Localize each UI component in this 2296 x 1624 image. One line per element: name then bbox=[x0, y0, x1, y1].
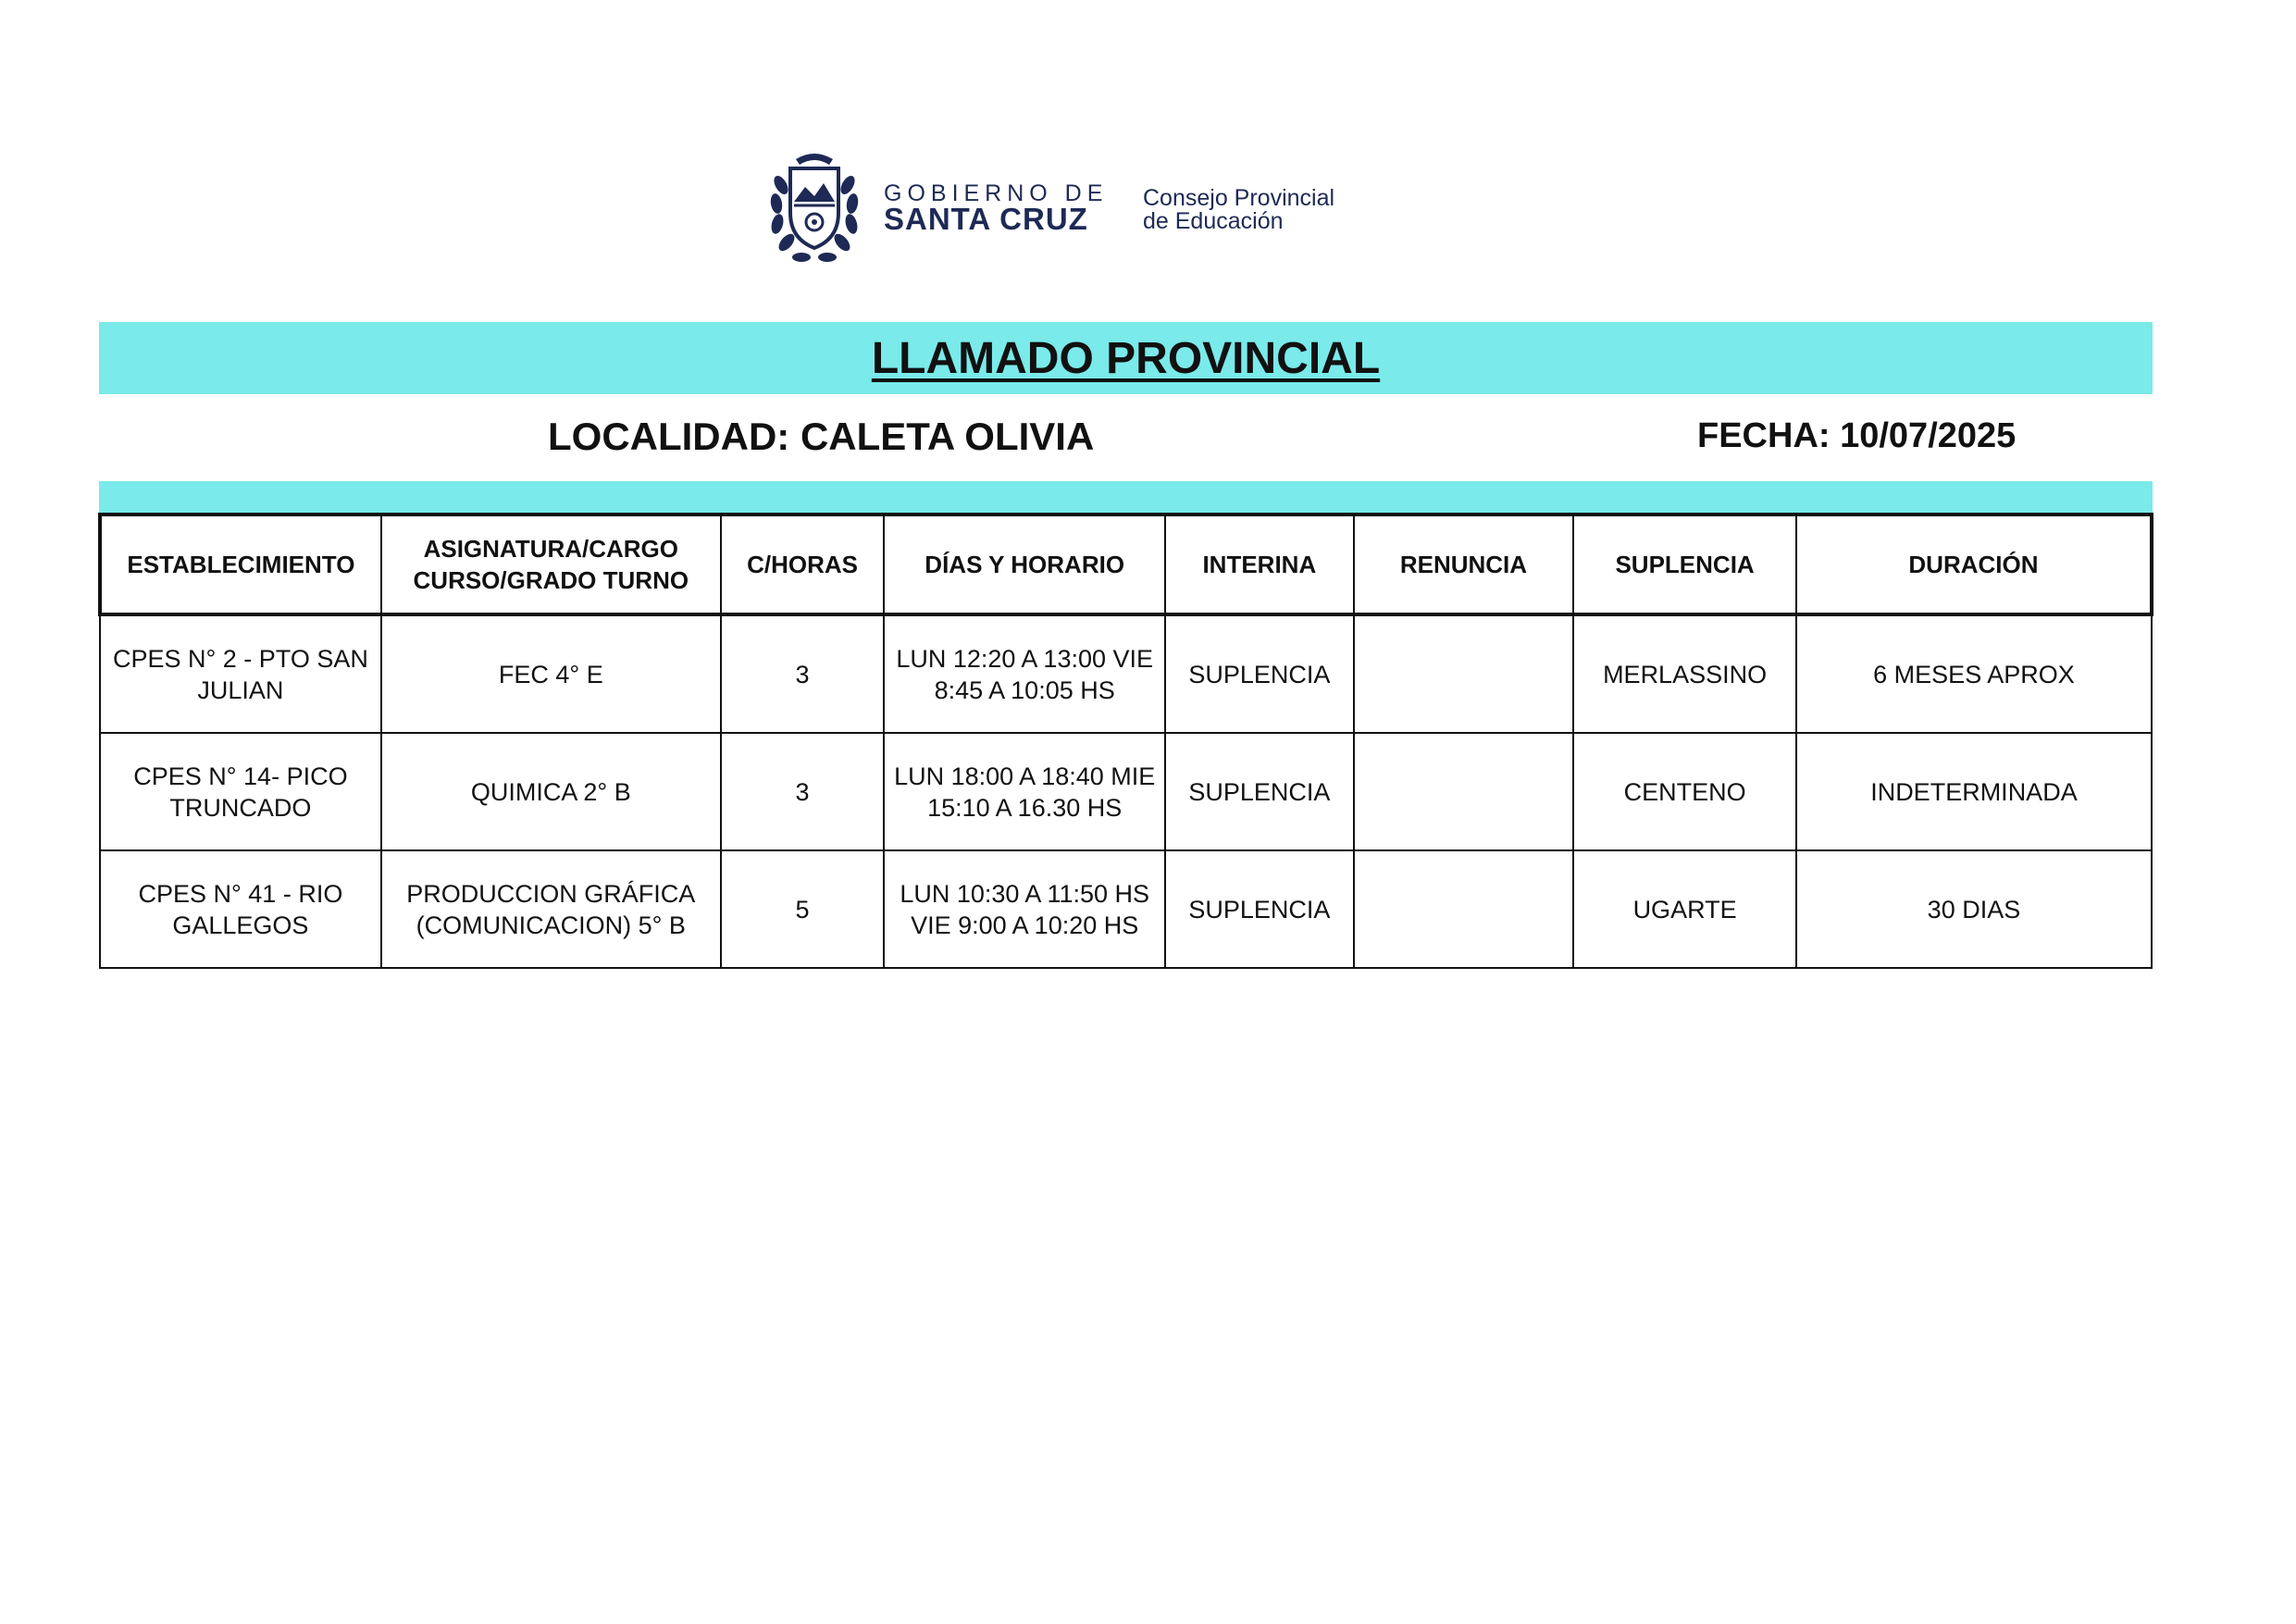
cell-interina: SUPLENCIA bbox=[1165, 850, 1354, 968]
column-header-asignatura: ASIGNATURA/CARGO CURSO/GRADO TURNO bbox=[381, 514, 721, 614]
table-header-row bbox=[100, 514, 2152, 614]
cell-asignatura: PRODUCCION GRÁFICA (COMUNICACION) 5° B bbox=[381, 850, 721, 968]
column-header-horas: C/HORAS bbox=[721, 514, 884, 614]
column-header-renuncia: RENUNCIA bbox=[1354, 514, 1574, 614]
date-label: FECHA: 10/07/2025 bbox=[1697, 416, 2017, 455]
page-title: LLAMADO PROVINCIAL bbox=[871, 333, 1381, 383]
cell-establecimiento: CPES N° 2 - PTO SAN JULIAN bbox=[100, 614, 381, 733]
council-name-line2: de Educación bbox=[1143, 208, 1284, 234]
cell-establecimiento: CPES N° 14- PICO TRUNCADO bbox=[100, 733, 381, 850]
locality-label: LOCALIDAD: CALETA OLIVIA bbox=[548, 415, 1095, 458]
cell-interina: SUPLENCIA bbox=[1165, 733, 1354, 850]
cell-horario: LUN 12:20 A 13:00 VIE 8:45 A 10:05 HS bbox=[884, 614, 1165, 733]
cell-suplencia: UGARTE bbox=[1573, 850, 1796, 968]
calls-table bbox=[98, 513, 2153, 969]
cell-suplencia: CENTENO bbox=[1573, 733, 1796, 850]
header-logo bbox=[768, 148, 1360, 268]
cell-suplencia: MERLASSINO bbox=[1573, 614, 1796, 733]
title-band bbox=[99, 322, 2153, 394]
column-header-interina: INTERINA bbox=[1165, 514, 1354, 614]
cell-horario: LUN 18:00 A 18:40 MIE 15:10 A 16.30 HS bbox=[884, 733, 1165, 850]
cell-renuncia bbox=[1354, 733, 1574, 850]
cell-renuncia bbox=[1354, 614, 1574, 733]
council-name-line1: Consejo Provincial bbox=[1143, 185, 1335, 211]
column-header-suplencia: SUPLENCIA bbox=[1573, 514, 1796, 614]
santa-cruz-seal-icon bbox=[768, 148, 861, 268]
table-row bbox=[100, 850, 2152, 968]
table-row bbox=[100, 614, 2152, 733]
separator-band bbox=[99, 481, 2153, 513]
cell-asignatura: QUIMICA 2° B bbox=[381, 733, 721, 850]
column-header-establecimiento: ESTABLECIMIENTO bbox=[100, 514, 381, 614]
government-name-line2: SANTA CRUZ bbox=[884, 202, 1088, 236]
cell-duracion: INDETERMINADA bbox=[1796, 733, 2152, 850]
cell-establecimiento: CPES N° 41 - RIO GALLEGOS bbox=[100, 850, 381, 968]
table-row bbox=[100, 733, 2152, 850]
cell-horas: 5 bbox=[721, 850, 884, 968]
cell-horas: 3 bbox=[721, 733, 884, 850]
government-name-line1: GOBIERNO DE bbox=[884, 180, 1109, 206]
column-header-duracion: DURACIÓN bbox=[1796, 514, 2152, 614]
cell-interina: SUPLENCIA bbox=[1165, 614, 1354, 733]
column-header-horario: DÍAS Y HORARIO bbox=[884, 514, 1165, 614]
cell-horario: LUN 10:30 A 11:50 HS VIE 9:00 A 10:20 HS bbox=[884, 850, 1165, 968]
cell-horas: 3 bbox=[721, 614, 884, 733]
cell-duracion: 6 MESES APROX bbox=[1796, 614, 2152, 733]
cell-duracion: 30 DIAS bbox=[1796, 850, 2152, 968]
cell-renuncia bbox=[1354, 850, 1574, 968]
cell-asignatura: FEC 4° E bbox=[381, 614, 721, 733]
